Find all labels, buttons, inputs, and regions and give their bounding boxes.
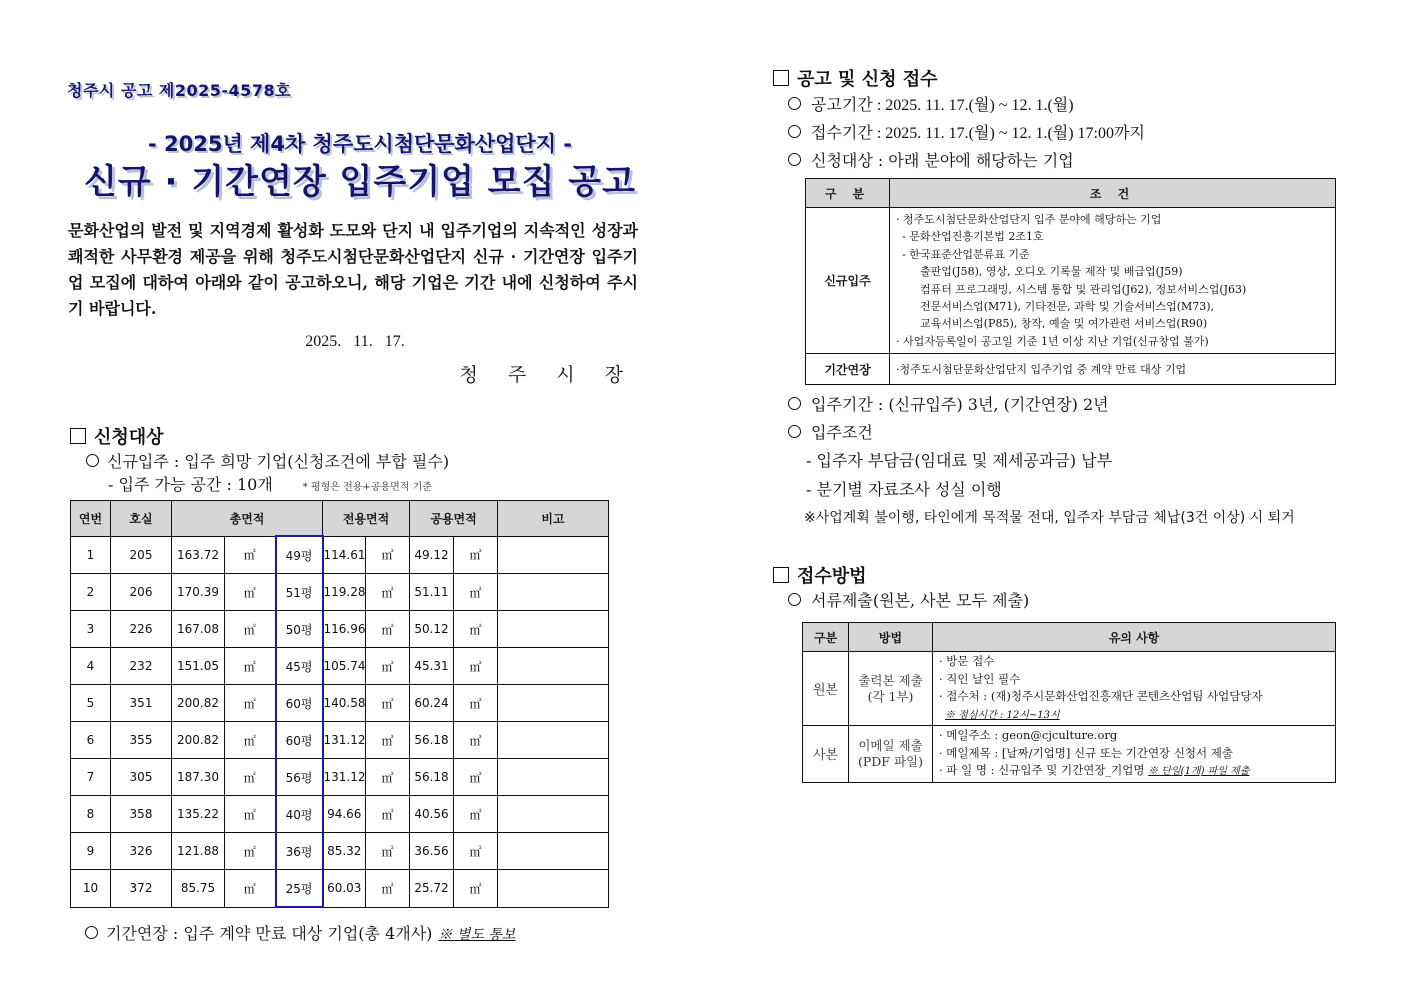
cell-no: 2 [71, 574, 111, 611]
cell-unit: ㎡ [225, 574, 276, 611]
cell-common-area: 56.18 [410, 722, 454, 759]
cell-unit: ㎡ [454, 870, 498, 908]
eviction-note: ※사업계획 불이행, 타인에게 목적물 전대, 입주자 부담금 체납(3건 이상) 시 퇴거 [804, 510, 1295, 526]
cell-common-area: 51.11 [410, 574, 454, 611]
cell-unit: ㎡ [225, 685, 276, 722]
cell-room: 206 [111, 574, 172, 611]
cell-unit: ㎡ [225, 611, 276, 648]
cell-total-area: 85.75 [172, 870, 225, 908]
cell-no: 6 [71, 722, 111, 759]
cell-total-area: 167.08 [172, 611, 225, 648]
cell-total-area: 187.30 [172, 759, 225, 796]
cell-common-area: 25.72 [410, 870, 454, 908]
condition-item: - 분기별 자료조사 성실 이행 [806, 480, 1002, 499]
col-header-condition: 조 건 [890, 179, 1336, 208]
row-label-original: 원본 [803, 652, 849, 726]
receipt-period: 접수기간 : 2025. 11. 17.(월) ~ 12. 1.(월) 17:00까지 [788, 120, 1145, 143]
cell-unit: ㎡ [454, 648, 498, 685]
cell-unit: ㎡ [366, 796, 410, 833]
cell-unit: ㎡ [454, 574, 498, 611]
cell-total-area: 151.05 [172, 648, 225, 685]
cell-common-area: 49.12 [410, 536, 454, 574]
col-header-category: 구분 [803, 623, 849, 652]
cell-note [498, 796, 609, 833]
cell-pyeong: 60평 [276, 722, 323, 759]
cell-note [498, 833, 609, 870]
notice-period: 공고기간 : 2025. 11. 17.(월) ~ 12. 1.(월) [788, 92, 1074, 115]
cell-note [498, 685, 609, 722]
cell-room: 205 [111, 536, 172, 574]
table-row-new [806, 208, 1336, 354]
area-note: * 평형은 전용+공용면적 기준 [302, 482, 432, 493]
cell-pyeong: 25평 [276, 870, 323, 908]
table-row-original [803, 652, 1336, 726]
cell-exclusive-area: 114.61 [323, 536, 366, 574]
cell-pyeong: 36평 [276, 833, 323, 870]
cell-unit: ㎡ [454, 722, 498, 759]
circle-bullet-icon [788, 153, 801, 166]
cell-unit: ㎡ [454, 536, 498, 574]
row-label-copy: 사본 [803, 726, 849, 783]
extension-note: ※ 별도 통보 [438, 927, 516, 943]
cell-room: 226 [111, 611, 172, 648]
cell-pyeong: 45평 [276, 648, 323, 685]
cell-total-area: 200.82 [172, 722, 225, 759]
conditions-title: 입주조건 [788, 420, 873, 443]
cell-unit: ㎡ [366, 685, 410, 722]
col-header-exclusive-area: 전용면적 [323, 501, 410, 537]
cell-unit: ㎡ [225, 796, 276, 833]
cell-no: 10 [71, 870, 111, 908]
cell-exclusive-area: 85.32 [323, 833, 366, 870]
cell-room: 351 [111, 685, 172, 722]
cell-total-area: 121.88 [172, 833, 225, 870]
cell-total-area: 163.72 [172, 536, 225, 574]
cell-no: 7 [71, 759, 111, 796]
cell-note [498, 648, 609, 685]
circle-bullet-icon [788, 593, 801, 606]
cell-exclusive-area: 131.12 [323, 722, 366, 759]
single-file-note: ※ 단일(1개) 파일 제출 [1148, 766, 1250, 777]
checkbox-square-icon [70, 428, 86, 444]
cell-common-area: 40.56 [410, 796, 454, 833]
cell-no: 3 [71, 611, 111, 648]
cell-note [498, 722, 609, 759]
col-header-notes: 유의 사항 [933, 623, 1336, 652]
submission-docs: 서류제출(원본, 사본 모두 제출) [788, 588, 1029, 611]
table-row [71, 870, 609, 908]
cell-note [498, 759, 609, 796]
cell-room: 372 [111, 870, 172, 908]
cell-note [498, 574, 609, 611]
cell-no: 5 [71, 685, 111, 722]
cell-no: 4 [71, 648, 111, 685]
section-application-title: 공고 및 신청 접수 [773, 65, 938, 91]
cell-pyeong: 56평 [276, 759, 323, 796]
col-header-common-area: 공용면적 [410, 501, 498, 537]
col-header-category: 구 분 [806, 179, 890, 208]
cell-pyeong: 60평 [276, 685, 323, 722]
table-row [71, 796, 609, 833]
tenancy-period: 입주기간 : (신규입주) 3년, (기간연장) 2년 [788, 392, 1109, 415]
notice-subtitle: - 2025년 제4차 청주도시첨단문화산업단지 - [147, 132, 573, 156]
cell-note [498, 536, 609, 574]
copy-method: 이메일 제출 (PDF 파일) [849, 726, 933, 783]
cell-room: 305 [111, 759, 172, 796]
conditions-table [805, 178, 1336, 385]
cell-unit: ㎡ [454, 796, 498, 833]
cell-no: 8 [71, 796, 111, 833]
section-eligibility-title: 신청대상 [70, 423, 164, 449]
cell-common-area: 45.31 [410, 648, 454, 685]
cell-unit: ㎡ [454, 611, 498, 648]
cell-exclusive-area: 131.12 [323, 759, 366, 796]
cell-exclusive-area: 60.03 [323, 870, 366, 908]
cell-unit: ㎡ [366, 648, 410, 685]
cell-note [498, 611, 609, 648]
cell-common-area: 60.24 [410, 685, 454, 722]
cell-unit: ㎡ [454, 759, 498, 796]
issuer: 청 주 시 장 [459, 364, 635, 386]
cell-exclusive-area: 105.74 [323, 648, 366, 685]
copy-notes: · 메일주소 : geon@cjculture.org · 메일제목 : [날짜/기업명] 신규 또는 기간연장 신청서 제출 · 파 일 명 : 신규입주 및 기간연장_기업명 ※ 단일(1개) 파일 제출 [933, 726, 1336, 783]
cell-unit: ㎡ [225, 722, 276, 759]
cell-unit: ㎡ [225, 648, 276, 685]
submission-method-table [802, 622, 1336, 783]
cell-pyeong: 49평 [276, 536, 323, 574]
table-row [71, 648, 609, 685]
cell-exclusive-area: 140.58 [323, 685, 366, 722]
cell-exclusive-area: 94.66 [323, 796, 366, 833]
table-row-extension [806, 354, 1336, 385]
cell-total-area: 200.82 [172, 685, 225, 722]
page-title: 신규 · 기간연장 입주기업 모집 공고 [84, 162, 636, 202]
cell-pyeong: 51평 [276, 574, 323, 611]
table-row [71, 685, 609, 722]
cell-exclusive-area: 116.96 [323, 611, 366, 648]
available-units-table [70, 500, 609, 908]
cell-room: 232 [111, 648, 172, 685]
cell-no: 1 [71, 536, 111, 574]
notice-number: 청주시 공고 제2025-4578호 [67, 81, 292, 100]
cell-common-area: 36.56 [410, 833, 454, 870]
lunch-note: ※ 점심시간 : 12시~13시 [945, 709, 1060, 721]
cell-unit: ㎡ [225, 536, 276, 574]
cell-room: 355 [111, 722, 172, 759]
checkbox-square-icon [773, 567, 789, 583]
new-conditions: · 청주도시첨단문화산업단지 입주 분야에 해당하는 기업 - 문화산업진흥기본법 2조1호 - 한국표준산업분류표 기준 출판업(J58), 영상, 오디오 기록물 제작 및 배급업(J59) 컴퓨터 프로그래밍, 시스템 통합 및 관리업(J62), 정보서비스업(J63) 전문서비스업(M71), 기타전문, 과학 및 기술서비스업(M73), 교육서비스업(P85), 창작, 예술 및 여가관련 서비스업(R90) · 사업자등록일이 공고일 기준 1년 이상 지난 기업(신규창업 불가) [890, 208, 1336, 354]
email-address[interactable]: · 메일주소 : geon@cjculture.org [939, 728, 1118, 742]
intro-paragraph: 문화산업의 발전 및 지역경제 활성화 도모와 단지 내 입주기업의 지속적인 성장과 쾌적한 사무환경 제공을 위해 청주도시첨단문화산업단지 신규 · 기간연장 입주기업 모집에 대하여 아래와 같이 공고하오니, 해당 기업은 기간 내에 신청하여 주시기 바랍니다. [68, 221, 638, 318]
row-label-extension: 기간연장 [806, 354, 890, 385]
cell-pyeong: 50평 [276, 611, 323, 648]
cell-unit: ㎡ [454, 833, 498, 870]
table-row [71, 722, 609, 759]
circle-bullet-icon [85, 926, 98, 939]
cell-room: 326 [111, 833, 172, 870]
cell-total-area: 135.22 [172, 796, 225, 833]
table-header-row [71, 501, 609, 537]
checkbox-square-icon [773, 70, 789, 86]
cell-unit: ㎡ [366, 833, 410, 870]
application-target: 신청대상 : 아래 분야에 해당하는 기업 [788, 148, 1074, 171]
notice-date: 2025. 11. 17. [305, 333, 405, 350]
original-notes: · 방문 접수 · 직인 날인 필수 · 접수처 : (재)청주시문화산업진흥재단 콘텐츠산업팀 사업담당자 ※ 점심시간 : 12시~13시 [933, 652, 1336, 726]
circle-bullet-icon [788, 425, 801, 438]
circle-bullet-icon [788, 125, 801, 138]
col-header-no: 연번 [71, 501, 111, 537]
table-row [71, 574, 609, 611]
extension-condition: ·청주도시첨단문화산업단지 입주기업 중 계약 만료 대상 기업 [890, 354, 1336, 385]
cell-unit: ㎡ [225, 870, 276, 908]
cell-unit: ㎡ [366, 536, 410, 574]
cell-unit: ㎡ [454, 685, 498, 722]
cell-room: 358 [111, 796, 172, 833]
cell-unit: ㎡ [366, 722, 410, 759]
col-header-note: 비고 [498, 501, 609, 537]
cell-common-area: 56.18 [410, 759, 454, 796]
circle-bullet-icon [788, 397, 801, 410]
extension-line: 기간연장 : 입주 계약 만료 대상 기업(총 4개사) ※ 별도 통보 [85, 921, 515, 944]
table-row [71, 833, 609, 870]
circle-bullet-icon [86, 454, 99, 467]
cell-unit: ㎡ [225, 833, 276, 870]
cell-exclusive-area: 119.28 [323, 574, 366, 611]
col-header-method: 방법 [849, 623, 933, 652]
cell-unit: ㎡ [366, 759, 410, 796]
available-spaces-line: - 입주 가능 공간 : 10개 * 평형은 전용+공용면적 기준 [108, 475, 432, 494]
cell-no: 9 [71, 833, 111, 870]
section-submission-title: 접수방법 [773, 562, 867, 588]
cell-unit: ㎡ [225, 759, 276, 796]
cell-note [498, 870, 609, 908]
table-row [71, 611, 609, 648]
cell-common-area: 50.12 [410, 611, 454, 648]
table-row [71, 536, 609, 574]
condition-item: - 입주자 부담금(임대료 및 제세공과금) 납부 [806, 451, 1113, 470]
cell-unit: ㎡ [366, 611, 410, 648]
table-row-copy [803, 726, 1336, 783]
col-header-total-area: 총면적 [172, 501, 323, 537]
cell-unit: ㎡ [366, 870, 410, 908]
new-entry-line: 신규입주 : 입주 희망 기업(신청조건에 부합 필수) [86, 449, 449, 472]
table-row [71, 759, 609, 796]
circle-bullet-icon [788, 97, 801, 110]
col-header-room: 호실 [111, 501, 172, 537]
original-method: 출력본 제출 (각 1부) [849, 652, 933, 726]
cell-total-area: 170.39 [172, 574, 225, 611]
cell-unit: ㎡ [366, 574, 410, 611]
cell-pyeong: 40평 [276, 796, 323, 833]
row-label-new: 신규입주 [806, 208, 890, 354]
